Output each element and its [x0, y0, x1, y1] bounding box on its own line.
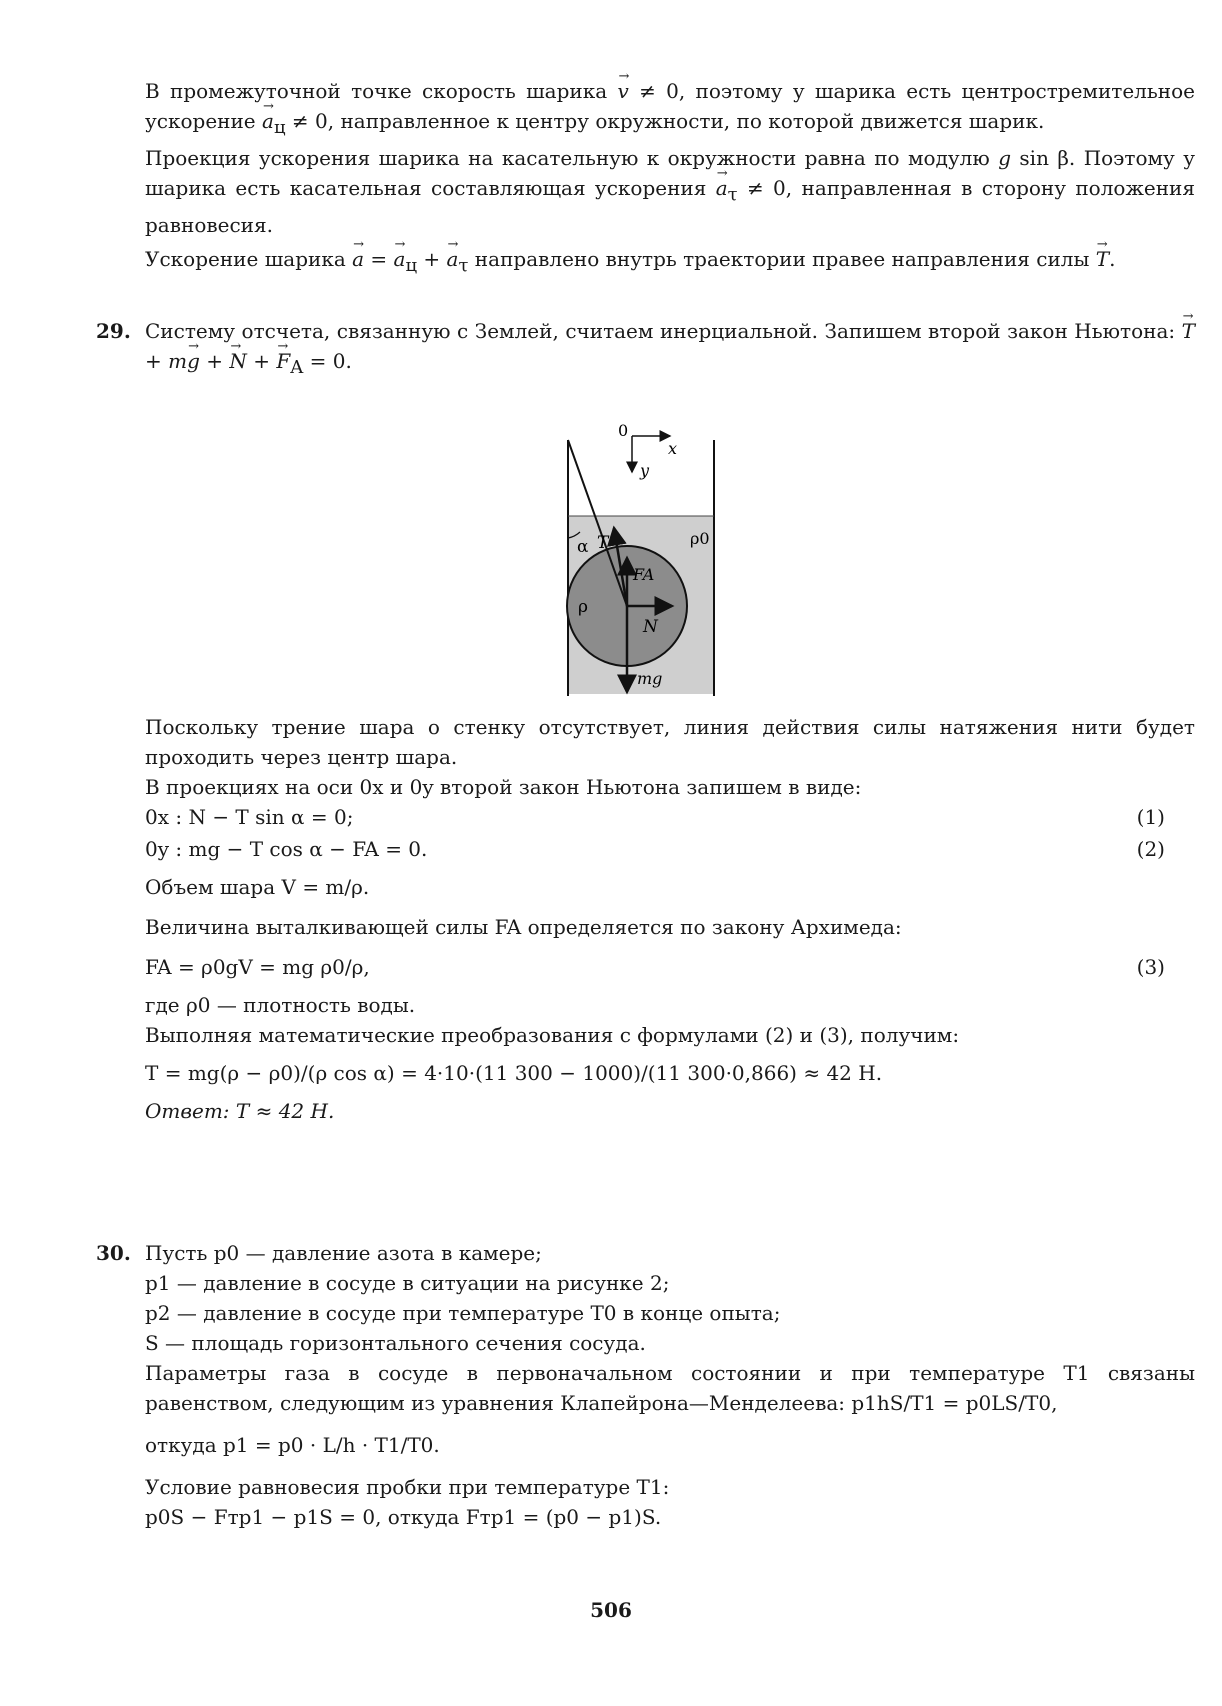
problem-30-line-3: p2 — давление в сосуде при температуре T0 в конце опыта;: [145, 1301, 781, 1325]
equation-1: [145, 802, 1165, 834]
x-axis-label: x: [668, 439, 678, 458]
vessel-diagram: [560, 420, 735, 700]
transform-text: Выполняя математические преобразования с формулами (2) и (3), получим:: [145, 1023, 960, 1047]
problem-30-number: 30.: [96, 1241, 131, 1265]
buoyancy-label: FA: [633, 565, 655, 584]
intro-paragraph-3: Ускорение шарика → a = → $a_ц$ + → $a_\tau$ направлено внутрь траектории правее направления силы → T.: [145, 244, 1195, 281]
problem-30-line-8: p0S − Fтр1 − p1S = 0, откуда Fтр1 = (p0 − p1)S.: [145, 1505, 662, 1529]
volume-formula: Объем шара V = m/ρ.: [145, 875, 370, 899]
gravity-label: mg: [637, 669, 663, 688]
equation-2-text: 0y : mg − T cos α − FA = 0.: [145, 837, 428, 861]
problem-29-text-1: Поскольку трение шара о стенку отсутствует, линия действия силы натяжения нити будет проходить через центр шара.: [145, 715, 1195, 769]
equation-3-text: FA = ρ0gV = mg ρ0/ρ,: [145, 955, 370, 979]
problem-30-line-1: Пусть p0 — давление азота в камере;: [145, 1241, 542, 1265]
problem-30-solution: [145, 1238, 1195, 1532]
equation-3-number: (3): [1136, 955, 1165, 979]
intro-section: [145, 76, 1195, 281]
problem-30-line-6: откуда p1 = p0 · L/h · T1/T0.: [145, 1433, 440, 1457]
problem-29-solution: [145, 712, 1195, 1126]
water-density-note: где ρ0 — плотность воды.: [145, 993, 416, 1017]
problem-29-text-2: В проекциях на оси 0x и 0y второй закон Ньютона запишем в виде:: [145, 775, 862, 799]
archimedes-text: Величина выталкивающей силы FA определяется по закону Архимеда:: [145, 915, 902, 939]
intro-paragraph-2: Проекция ускорения шарика на касательную к окружности равна по модулю g sin β. Поэтому у шарика есть касательная составляющая ускорения → $a_\tau \ne 0$, направленная в сторону положения равновесия.: [145, 143, 1195, 240]
problem-29-answer: Ответ: T ≈ 42 Н.: [145, 1099, 335, 1123]
ball-density-label: ρ: [578, 597, 588, 617]
problem-30-line-2: p1 — давление в сосуде в ситуации на рисунке 2;: [145, 1271, 670, 1295]
tension-label: T: [597, 533, 609, 553]
normal-force-label: N: [643, 617, 658, 637]
problem-30-line-5: Параметры газа в сосуде в первоначальном состоянии и при температуре T1 связаны равенством, следующим из уравнения Клапейрона—Менделеева: p1hS/T1 = p0LS/T0,: [145, 1361, 1195, 1415]
problem-29-number: 29.: [96, 319, 131, 343]
alpha-label: α: [577, 537, 589, 557]
equation-3: [145, 952, 1165, 984]
problem-30-line-7: Условие равновесия пробки при температуре T1:: [145, 1475, 670, 1499]
problem-30-line-4: S — площадь горизонтального сечения сосуда.: [145, 1331, 646, 1355]
intro-paragraph-1: В промежуточной точке скорость шарика → v ≠ 0, поэтому у шарика есть центростремительное ускорение → $a_ц \ne 0$, направленное к центру окружности, по которой движется шарик.: [145, 76, 1195, 143]
water-density-label: ρ0: [690, 529, 710, 548]
tension-result-formula: T = mg(ρ − ρ0)/(ρ cos α) = 4·10·(11 300 − 1000)/(11 300·0,866) ≈ 42 Н.: [145, 1061, 883, 1085]
equation-2: [145, 834, 1165, 866]
equation-2-number: (2): [1136, 837, 1165, 861]
problem-29-intro-text: Систему отсчета, связанную с Землей, считаем инерциальной. Запишем второй закон Ньютона: → T + m→ g + → N + → $F_A = 0$.: [145, 316, 1195, 383]
problem-29-intro: [145, 316, 1195, 383]
origin-label: 0: [618, 421, 629, 440]
equation-1-text: 0x : N − T sin α = 0;: [145, 805, 354, 829]
equation-1-number: (1): [1136, 805, 1165, 829]
y-axis-label: y: [640, 461, 650, 480]
page-number: 506: [590, 1598, 632, 1622]
